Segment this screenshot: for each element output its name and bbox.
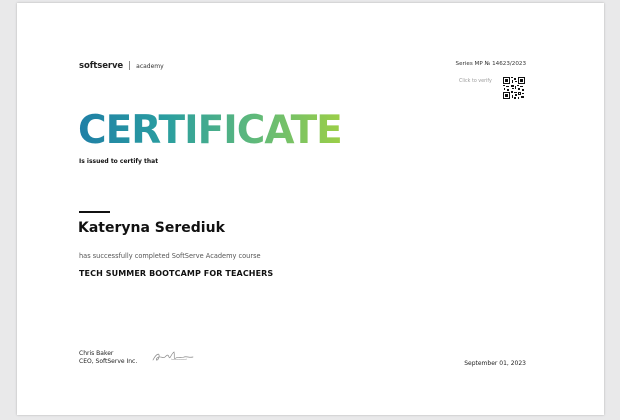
- logo-brand: softserve: [79, 61, 124, 71]
- course-name: TECH SUMMER BOOTCAMP FOR TEACHERS: [79, 269, 274, 278]
- signature-image: [151, 348, 195, 364]
- softserve-academy-logo: [79, 61, 164, 71]
- series-number: Series MP № 14623/2023: [455, 61, 526, 67]
- signer-block: [79, 350, 137, 365]
- logo-separator: |: [128, 61, 132, 71]
- verify-link[interactable]: Click to verify: [459, 79, 492, 84]
- name-divider: [79, 211, 110, 213]
- signer-name: Chris Baker: [79, 350, 114, 357]
- certificate-title: CERTIFICATE: [78, 108, 342, 153]
- logo-subtitle: academy: [136, 62, 164, 70]
- issued-text: Is issued to certify that: [79, 158, 159, 165]
- signer-position: CEO, SoftServe Inc.: [79, 357, 138, 365]
- completion-statement: has successfully completed SoftServe Academy course: [79, 252, 261, 260]
- issue-date: September 01, 2023: [464, 360, 526, 367]
- certificate-page: [17, 3, 604, 415]
- recipient-name: Kateryna Serediuk: [78, 220, 225, 236]
- qr-code-icon[interactable]: [503, 77, 525, 99]
